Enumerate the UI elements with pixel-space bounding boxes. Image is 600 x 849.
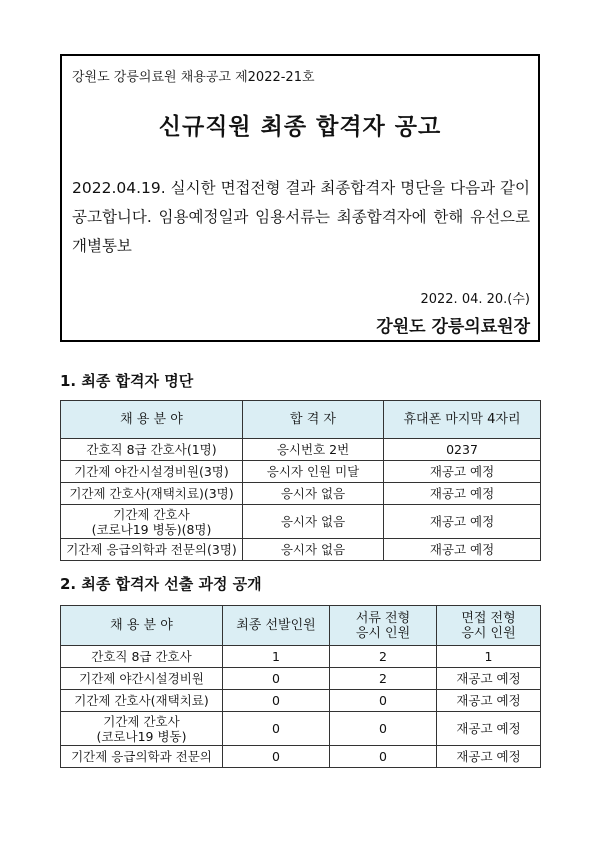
cell-finalist: 응시자 없음 [243, 483, 384, 505]
notice-box [60, 54, 540, 342]
section1-heading: 1. 최종 합격자 명단 [60, 372, 194, 390]
table-row [61, 712, 541, 746]
cell-field: 기간제 응급의학과 전문의 [61, 746, 223, 768]
cell-interview-applicants: 1 [437, 646, 541, 668]
cell-document-applicants: 0 [330, 712, 437, 746]
cell-field: 간호직 8급 간호사(1명) [61, 439, 243, 461]
header-field: 채 용 분 야 [61, 401, 243, 439]
selection-process-table [60, 605, 541, 768]
notice-body: 2022.04.19. 실시한 면접전형 결과 최종합격자 명단을 다음과 같이 공고합니다. 임용예정일과 임용서류는 최종합격자에 한해 유선으로 개별통보 [72, 179, 530, 255]
header-finalist: 합 격 자 [243, 401, 384, 439]
table-row [61, 505, 541, 539]
table-row [61, 461, 541, 483]
header-interview-applicants: 면접 전형 응시 인원 [437, 606, 541, 646]
cell-field: 기간제 간호사(재택치료) [61, 690, 223, 712]
cell-interview-applicants: 재공고 예정 [437, 690, 541, 712]
cell-document-applicants: 0 [330, 746, 437, 768]
header-field: 채 용 분 야 [61, 606, 223, 646]
cell-phone: 재공고 예정 [384, 505, 541, 539]
cell-field: 기간제 야간시설경비원(3명) [61, 461, 243, 483]
cell-finalist: 응시번호 2번 [243, 439, 384, 461]
notice-number: 강원도 강릉의료원 채용공고 제2022-21호 [72, 70, 315, 85]
table-header-row [61, 606, 541, 646]
header-document-applicants: 서류 전형 응시 인원 [330, 606, 437, 646]
cell-field: 기간제 간호사(재택치료)(3명) [61, 483, 243, 505]
cell-finalist: 응시자 없음 [243, 505, 384, 539]
cell-interview-applicants: 재공고 예정 [437, 712, 541, 746]
header-phone-last4: 휴대폰 마지막 4자리 [384, 401, 541, 439]
cell-phone: 재공고 예정 [384, 539, 541, 561]
cell-document-applicants: 2 [330, 646, 437, 668]
cell-interview-applicants: 재공고 예정 [437, 668, 541, 690]
cell-field: 기간제 야간시설경비원 [61, 668, 223, 690]
cell-final-selected: 0 [223, 690, 330, 712]
table-row [61, 646, 541, 668]
finalists-table [60, 400, 541, 561]
table-row [61, 439, 541, 461]
cell-final-selected: 1 [223, 646, 330, 668]
table-row [61, 539, 541, 561]
cell-finalist: 응시자 없음 [243, 539, 384, 561]
table-row [61, 668, 541, 690]
cell-final-selected: 0 [223, 746, 330, 768]
section2-heading: 2. 최종 합격자 선출 과정 공개 [60, 575, 262, 593]
table-row [61, 690, 541, 712]
cell-field: 기간제 응급의학과 전문의(3명) [61, 539, 243, 561]
cell-document-applicants: 2 [330, 668, 437, 690]
notice-issuer: 강원도 강릉의료원장 [376, 317, 530, 337]
table-row [61, 483, 541, 505]
notice-date: 2022. 04. 20.(수) [420, 292, 530, 307]
table-row [61, 746, 541, 768]
cell-interview-applicants: 재공고 예정 [437, 746, 541, 768]
cell-document-applicants: 0 [330, 690, 437, 712]
header-final-selected: 최종 선발인원 [223, 606, 330, 646]
cell-final-selected: 0 [223, 668, 330, 690]
cell-field: 간호직 8급 간호사 [61, 646, 223, 668]
cell-phone: 재공고 예정 [384, 483, 541, 505]
table-header-row [61, 401, 541, 439]
cell-phone: 0237 [384, 439, 541, 461]
cell-phone: 재공고 예정 [384, 461, 541, 483]
notice-title: 신규직원 최종 합격자 공고 [158, 114, 442, 140]
cell-final-selected: 0 [223, 712, 330, 746]
cell-finalist: 응시자 인원 미달 [243, 461, 384, 483]
cell-field: 기간제 간호사 (코로나19 병동) [61, 712, 223, 746]
cell-field: 기간제 간호사 (코로나19 병동)(8명) [61, 505, 243, 539]
